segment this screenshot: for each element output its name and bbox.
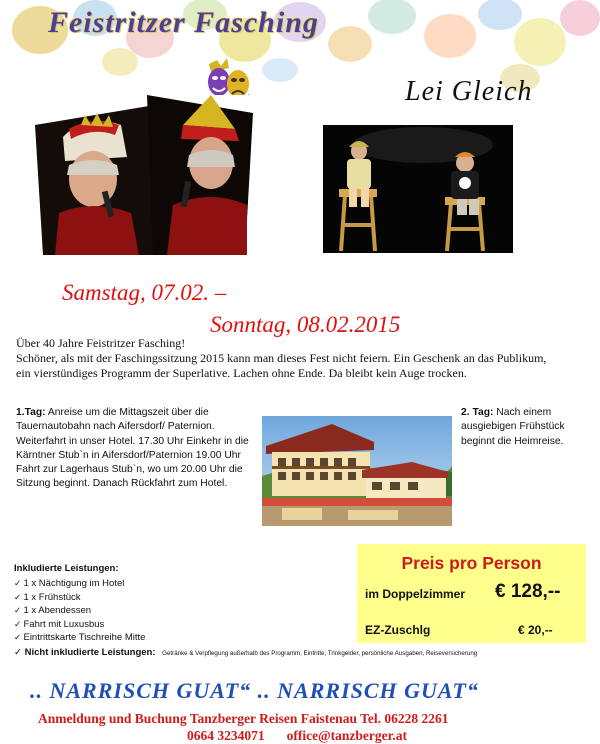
price-box [357, 544, 586, 643]
day2-description [461, 406, 586, 449]
day2-label: 2. Tag: [461, 407, 494, 418]
act-name: Lei Gleich [405, 76, 533, 107]
day1-label: 1.Tag: [16, 407, 46, 418]
date-end: Sonntag, 08.02.2015 [210, 312, 401, 337]
double-room-label: im Doppelzimmer [365, 587, 466, 601]
booking-contact: Anmeldung und Buchung Tanzberger Reisen Faistenau Tel. 06228 2261 [38, 711, 449, 726]
contact-details [187, 728, 407, 744]
date-start: Samstag, 07.02. – [62, 280, 227, 305]
intro-text-line: ein vierstündiges Programm der Superlative. Lachen ohne Ende. Da bleibt kein Auge trocken. [16, 366, 467, 380]
email-link[interactable]: office@tanzberger.at [286, 728, 408, 743]
price-title: Preis pro Person [401, 553, 542, 573]
not-included-details: Getränke & Verpflegung außerhalb des Programm, Eintritte, Trinkgelder, persönliche Ausgaben, Reiseversicherung [162, 650, 478, 657]
inclusion-item: ✓ Eintrittskarte Tischreihe Mitte [14, 631, 145, 645]
single-supplement-price: € 20,-- [518, 623, 553, 637]
inclusions-title: Inkludierte Leistungen: [14, 563, 119, 574]
stage-photo [323, 125, 513, 253]
check-icon: ✓ [14, 647, 22, 658]
intro-text-line: Schöner, als mit der Faschingssitzung 2015 kann man dieses Fest nicht feiern. Ein Geschenk an das Publikum, [16, 351, 547, 365]
intro-headline: Über 40 Jahre Feistritzer Fasching! [16, 336, 186, 350]
day1-description [16, 406, 256, 492]
inclusion-item: ✓ Fahrt mit Luxusbus [14, 618, 145, 632]
inclusions-list [14, 577, 145, 645]
page-title: Feistritzer Fasching [48, 6, 319, 39]
inclusion-item: ✓ 1 x Nächtigung im Hotel [14, 577, 145, 591]
not-included [14, 647, 477, 658]
not-included-label: Nicht inkludierte Leistungen: [24, 647, 156, 658]
slogan: .. NARRISCH GUAT“ .. NARRISCH GUAT“ [30, 678, 479, 703]
double-room-price: € 128,-- [495, 581, 561, 602]
singers-photo [35, 95, 255, 255]
mobile-phone: 0664 3234071 [187, 728, 265, 743]
inclusion-item: ✓ 1 x Abendessen [14, 604, 145, 618]
day1-text: Anreise um die Mittagszeit über die Tauernautobahn nach Aifersdorf/ Paternion. Weiterfahrt in unser Hotel. 17.30 Uhr Einkehr in die Kärntner Stub`n in Aifersdorf/Paternion 19.00 Uhr Fahrt zur Lagerhaus Stub`n, wo um 20.00 Uhr die Sitzung beginnt. Danach Rückfahrt zum Hotel. [16, 407, 249, 490]
day2-text: Nach einem ausgiebigen Frühstück beginnt die Heimreise. [461, 407, 565, 447]
hotel-photo [262, 416, 452, 526]
single-supplement-label: EZ-Zuschlg [365, 623, 431, 637]
inclusion-item: ✓ 1 x Frühstück [14, 591, 145, 605]
